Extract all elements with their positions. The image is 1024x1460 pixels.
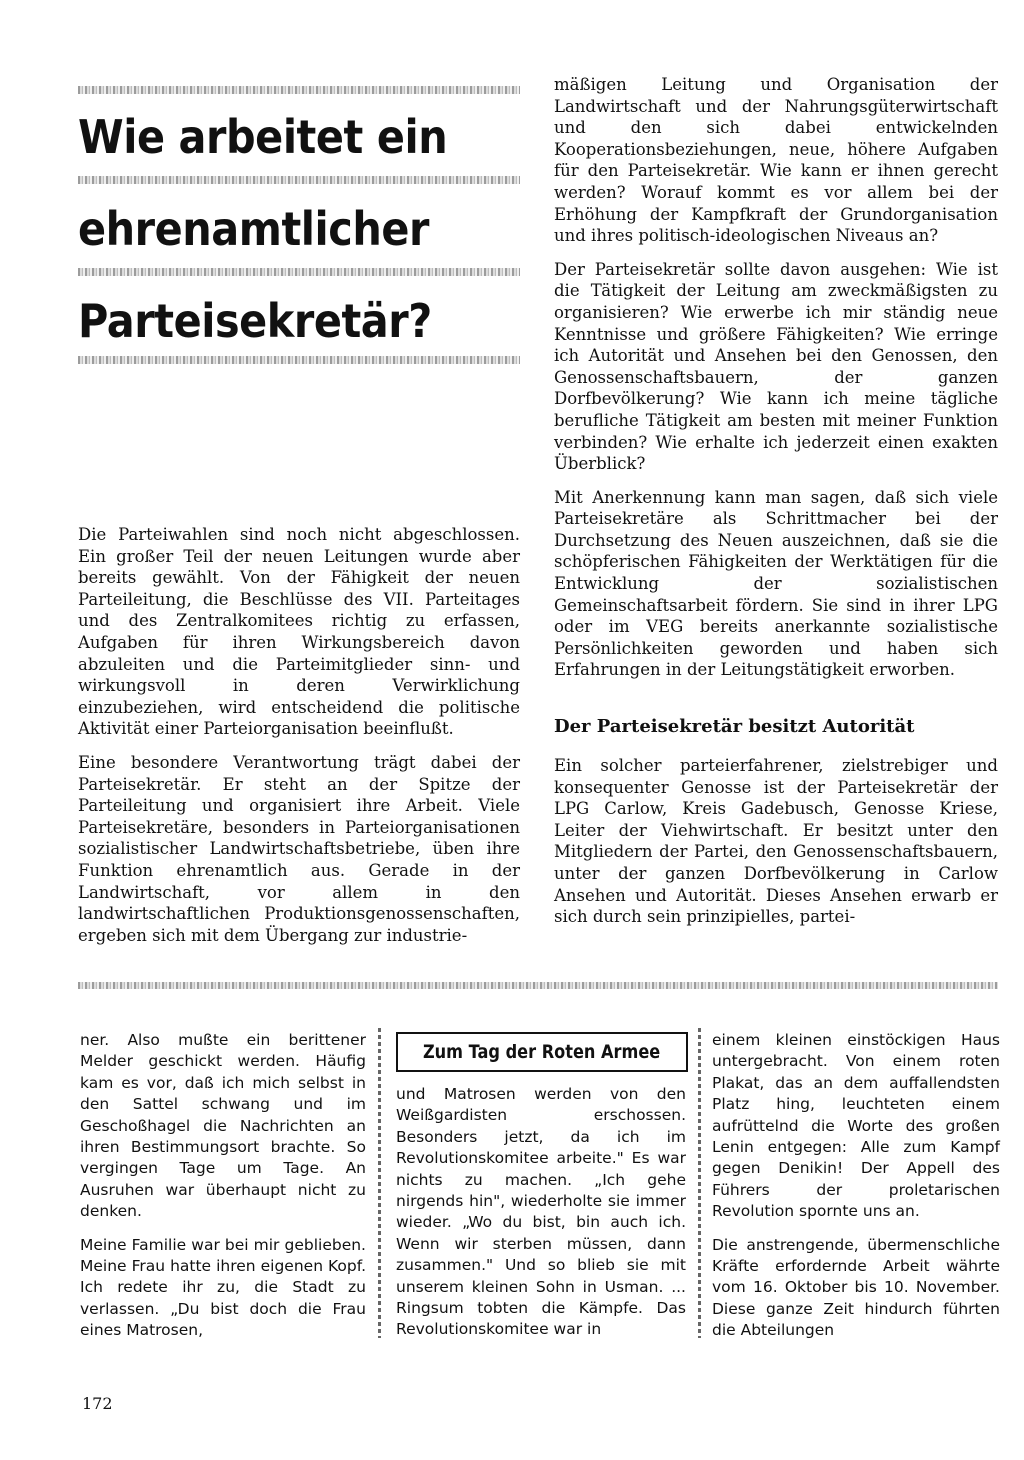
headline-rule-4 xyxy=(78,356,520,364)
bottom-column-2 xyxy=(396,1084,686,1353)
right-paragraph-2: Der Parteisekretär sollte davon ausgehen: Wie ist die Tätigkeit der Leitung am zweckmäßigsten zu organisieren? Wie erwerbe ich mir ständig neue Kenntnisse und größere Fähigkeiten? Wie erringe ich Autorität und Ansehen bei den Genossen, den Genossenschaftsbauern, der ganzen Dorfbevölkerung? Wie kann ich meine tägliche berufliche Tätigkeit am besten mit meiner Funktion verbinden? Wie erhalte ich jederzeit einen exakten Überblick? xyxy=(554,259,998,474)
headline-rule-3 xyxy=(78,268,520,276)
headline-line-2: ehrenamtlicher xyxy=(78,202,429,256)
right-column xyxy=(554,74,998,940)
headline-rule-1 xyxy=(78,86,520,94)
left-column xyxy=(78,524,520,958)
bottom-col3-paragraph-1: einem kleinen einstöckigen Haus untergebracht. Von einem roten Plakat, das an dem auffallendsten Platz hing, leuchteten einem aufrüttelnd die Worte des großen Lenin entgegen: Alle zum Kampf gegen Denikin! Der Appell des Führers der proletarischen Revolution spornte uns an. xyxy=(712,1031,1000,1221)
left-paragraph-2: Eine besondere Verantwortung trägt dabei der Parteisekretär. Er steht an der Spitze der Parteileitung und organisiert ihre Arbeit. Viele Parteisekretäre, besonders in Parteiorganisationen sozialistischer Landwirtschaftsbetriebe, üben ihre Funktion ehrenamtlich aus. Gerade in der Landwirtschaft, vor allem in den landwirtschaftlichen Produktionsgenossenschaften, ergeben sich mit dem Übergang zur industrie- xyxy=(78,752,520,945)
bottom-column-3 xyxy=(712,1030,1000,1354)
right-paragraph-4: Ein solcher parteierfahrener, zielstrebiger und konsequenter Genosse ist der Parteisekretär der LPG Carlow, Kreis Gadebusch, Genosse Kriese, Leiter der Viehwirtschaft. Er besitzt unter den Mitgliedern der Partei, den Genossenschaftsbauern, unter der ganzen Dorfbevölkerung in Carlow Ansehen und Autorität. Dieses Ansehen erwarb er sich durch sein prinzipielles, partei- xyxy=(554,756,998,927)
section-subheading: Der Parteisekretär besitzt Autorität xyxy=(554,716,915,738)
box-title-text: Zum Tag der Roten Armee xyxy=(423,1041,661,1063)
bottom-column-1 xyxy=(80,1030,366,1354)
column-divider-1 xyxy=(378,1028,381,1338)
bottom-col2-paragraph-1: und Matrosen werden von den Weißgardisten erschossen. Besonders jetzt, da ich im Revolutionskomitee arbeite." Es war nichts zu machen. „Ich gehe nirgends hin", wiederholte sie immer wieder. „Wo du bist, bin auch ich. Wenn wir sterben müssen, dann zusammen." Und so blieb sie mit unserem kleinen Sohn in Usman. ... Ringsum tobten die Kämpfe. Das Revolutionskomitee war in xyxy=(396,1085,686,1339)
bottom-col1-paragraph-1: ner. Also mußte ein berittener Melder geschickt werden. Häufig kam es vor, daß ich mich selbst in den Sattel schwang und im Geschoßhagel die Nachrichten an ihren Bestimmungsort brachte. So vergingen Tage um Tage. An Ausruhen war überhaupt nicht zu denken. xyxy=(80,1031,366,1221)
box-title xyxy=(396,1032,688,1072)
left-paragraph-1: Die Parteiwahlen sind noch nicht abgeschlossen. Ein großer Teil der neuen Leitungen wurde aber bereits gewählt. Von der Fähigkeit der neuen Parteileitung, die Beschlüsse des VII. Parteitages und des Zentralkomitees richtig zu erfassen, Aufgaben für ihren Wirkungsbereich davon abzuleiten und die Parteimitglieder sinn- und wirkungsvoll in deren Verwirklichung einzubeziehen, wird entscheidend die politische Aktivität einer Parteiorganisation beeinflußt. xyxy=(78,525,520,739)
right-paragraph-1: mäßigen Leitung und Organisation der Landwirtschaft und der Nahrungsgüterwirtschaft und den sich dabei entwickelnden Kooperationsbeziehungen, neue, höhere Aufgaben für den Parteisekretär. Wie kann er ihnen gerecht werden? Worauf kommt es vor allem bei der Erhöhung der Kampfkraft der Grundorganisation und ihres politisch-ideologischen Niveaus an? xyxy=(554,75,998,246)
section-separator xyxy=(78,982,998,989)
column-divider-2 xyxy=(698,1028,701,1338)
right-paragraph-3: Mit Anerkennung kann man sagen, daß sich viele Parteisekretäre als Schrittmacher bei der Durchsetzung des Neuen auszeichnen, daß sie die schöpferischen Fähigkeiten der Werktätigen für die Entwicklung der sozialistischen Gemeinschaftsarbeit fördern. Sie sind in ihrer LPG oder im VEG bereits anerkannte sozialistische Persönlichkeiten geworden und haben sich Erfahrungen in der Leitungstätigkeit erworben. xyxy=(554,487,998,680)
page-number: 172 xyxy=(82,1394,113,1413)
bottom-col1-paragraph-2: Meine Familie war bei mir geblieben. Meine Frau hatte ihren eigenen Kopf. Ich redete ihr zu, die Stadt zu verlassen. „Du bist doch die Frau eines Matrosen, xyxy=(80,1235,366,1340)
headline-line-1: Wie arbeitet ein xyxy=(78,110,448,164)
headline-line-3: Parteisekretär? xyxy=(78,294,432,348)
headline-rule-2 xyxy=(78,176,520,184)
bottom-col3-paragraph-2: Die anstrengende, übermenschliche Kräfte erfordernde Arbeit währte vom 16. Oktober bis 10. November. Diese ganze Zeit hindurch führten die Abteilungen xyxy=(712,1235,1000,1340)
